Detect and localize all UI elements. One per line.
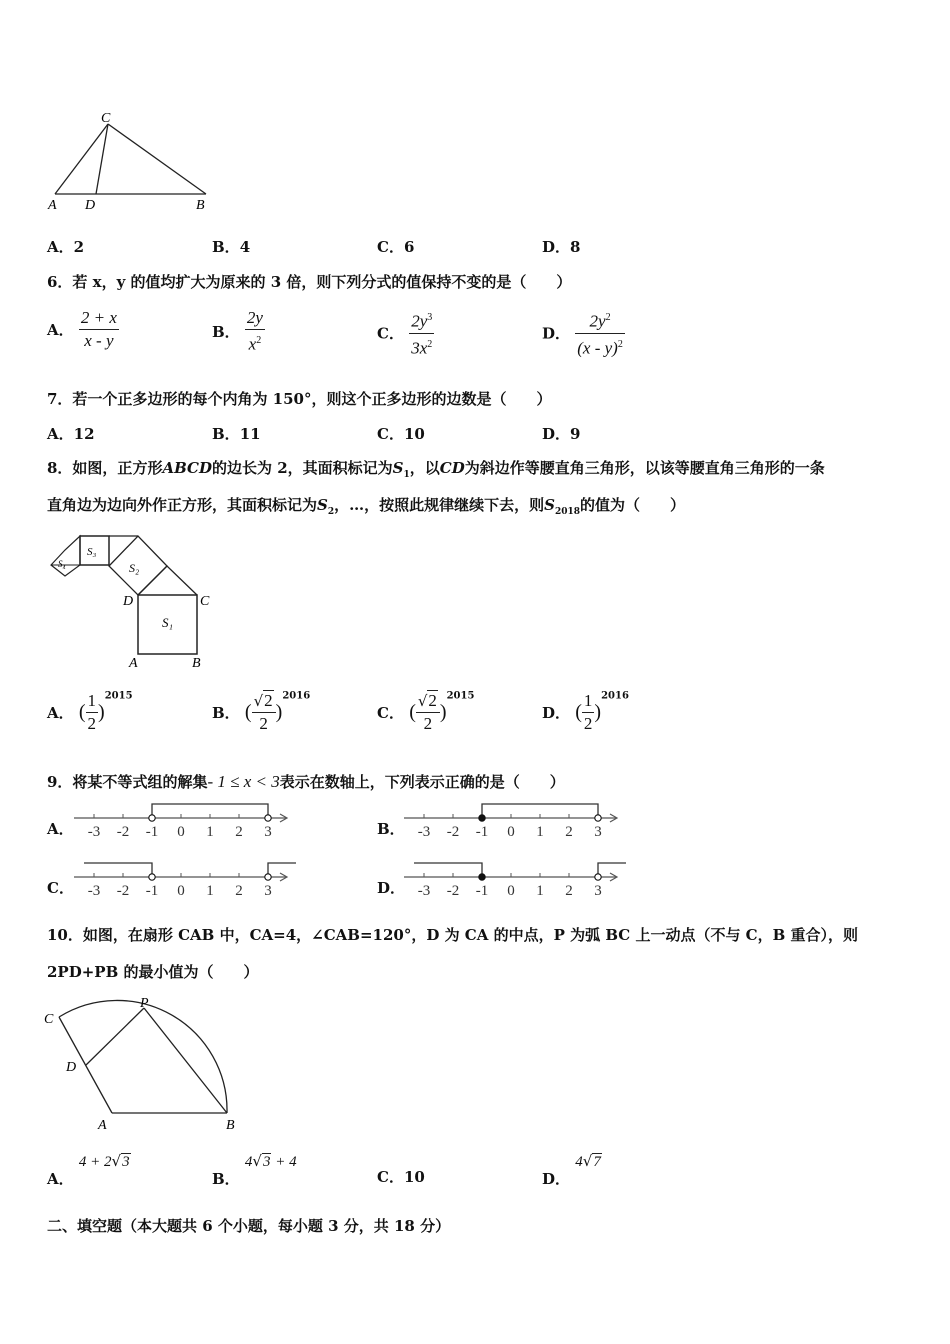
label-b: B — [196, 198, 205, 213]
q9-number-line-d[interactable] — [402, 857, 634, 903]
q8-option-c[interactable]: C． ( $\frac{√2}{2}$ )$^{2015}$ — [377, 690, 475, 733]
tick-label: -1 — [145, 824, 159, 840]
label-a: A — [98, 1118, 107, 1133]
q7-option-b[interactable]: B．11 — [212, 425, 261, 443]
q6-option-a[interactable]: A． $\frac{2 + x}{x - y}$ — [47, 308, 117, 350]
tick-label: -3 — [417, 824, 431, 840]
q7-option-d[interactable]: D．9 — [542, 425, 581, 443]
tick-label: -1 — [475, 824, 489, 840]
q9-number-line-b[interactable] — [402, 798, 622, 844]
tick-label: 1 — [206, 824, 214, 840]
tick-label: 3 — [594, 824, 602, 840]
tick-label: 0 — [177, 824, 185, 840]
label-d: D — [66, 1060, 77, 1075]
label-d: D — [85, 198, 96, 213]
q10-option-c[interactable]: C．10 — [377, 1168, 425, 1186]
fraction: $\frac{2y^2}{(x - y)^2}$ — [575, 307, 625, 359]
label-p: P — [140, 996, 149, 1011]
tick-label: -2 — [116, 824, 130, 840]
tick-label: 1 — [536, 883, 544, 899]
q5-option-b[interactable]: B．4 — [212, 238, 251, 256]
q6-option-b[interactable]: B． $\frac{2y}{x^2}$ — [212, 308, 263, 354]
q6-option-d[interactable]: D． $\frac{2y^2}{(x - y)^2}$ — [542, 307, 625, 359]
q9-option-b-letter[interactable]: B． — [377, 820, 405, 838]
q9-number-line-a[interactable] — [72, 798, 292, 844]
q8-stem-line2: 直角边为边向外作正方形，其面积标记为$S_2$，…，按照此规律继续下去，则$S_{2018}$的值为（ ） — [47, 496, 686, 517]
q6-stem: 6．若 x，y 的值均扩大为原来的 3 倍，则下列分式的值保持不变的是（ ） — [47, 273, 572, 291]
tick-label: 1 — [536, 824, 544, 840]
label-a: A — [48, 198, 57, 213]
q8-option-a[interactable]: A． ( $\frac{1}{2}$ )$^{2015}$ — [47, 690, 133, 733]
label-s3: S₃ — [87, 546, 97, 558]
tick-label: -1 — [475, 883, 489, 899]
q10-stem-line2: 2PD+PB 的最小值为（ ） — [47, 963, 259, 981]
q7-option-c[interactable]: C．10 — [377, 425, 425, 443]
q5-option-d[interactable]: D．8 — [542, 238, 581, 256]
q9-number-line-c[interactable] — [72, 857, 297, 903]
q5-option-a[interactable]: A．2 — [47, 238, 85, 256]
tick-label: 0 — [177, 883, 185, 899]
label-s4: S₄ — [58, 559, 66, 569]
tick-label: -2 — [446, 824, 460, 840]
q10-option-d[interactable]: D． 4√7 — [542, 1152, 601, 1188]
q10-stem-line1: 10．如图，在扇形 CAB 中，CA=4，∠CAB=120°，D 为 CA 的中点，P 为弧 BC 上一动点（不与 C，B 重合），则 — [47, 926, 859, 944]
fraction: $\frac{2y^3}{3x^2}$ — [409, 307, 434, 359]
q6-option-c[interactable]: C． $\frac{2y^3}{3x^2}$ — [377, 307, 434, 359]
tick-label: 3 — [264, 883, 272, 899]
tick-label: 2 — [235, 883, 243, 899]
tick-label: -3 — [87, 883, 101, 899]
tick-label: 0 — [507, 824, 515, 840]
label-a: A — [129, 656, 138, 671]
label-b: B — [192, 656, 201, 671]
tick-label: -3 — [87, 824, 101, 840]
tick-label: 2 — [565, 824, 573, 840]
q9-option-a-letter[interactable]: A． — [47, 820, 74, 838]
q8-stem-line1: 8．如图，正方形ABCD的边长为 2，其面积标记为$S_1$，以CD为斜边作等腰直角三角形，以该等腰直角三角形的一条 — [47, 459, 825, 480]
tick-label: -2 — [446, 883, 460, 899]
q8-option-d[interactable]: D． ( $\frac{1}{2}$ )$^{2016}$ — [542, 690, 629, 733]
q7-option-a[interactable]: A．12 — [47, 425, 95, 443]
tick-label: 2 — [565, 883, 573, 899]
tick-label: -1 — [145, 883, 159, 899]
label-d: D — [123, 594, 134, 609]
q10-option-a[interactable]: A． 4 + 2√3 — [47, 1152, 130, 1188]
sector-figure-q10 — [40, 995, 245, 1135]
q10-option-b[interactable]: B． 4√3 + 4 — [212, 1152, 297, 1188]
tick-label: 3 — [594, 883, 602, 899]
tick-label: 3 — [264, 824, 272, 840]
label-c: C — [44, 1012, 54, 1027]
fraction: $\frac{2y}{x^2}$ — [246, 308, 263, 354]
label-c: C — [101, 111, 111, 126]
tick-label: 0 — [507, 883, 515, 899]
tick-label: 1 — [206, 883, 214, 899]
triangle-figure-q5 — [45, 108, 220, 216]
squares-figure-q8 — [45, 530, 217, 672]
q5-option-c[interactable]: C．6 — [377, 238, 415, 256]
fraction: $\frac{2 + x}{x - y}$ — [80, 308, 117, 350]
tick-label: -3 — [417, 883, 431, 899]
tick-label: -2 — [116, 883, 130, 899]
tick-label: 2 — [235, 824, 243, 840]
section2-title: 二、填空题（本大题共 6 个小题，每小题 3 分，共 18 分） — [47, 1217, 451, 1235]
label-b: B — [226, 1118, 235, 1133]
label-s1: S₁ — [162, 615, 174, 630]
label-c: C — [200, 594, 210, 609]
label-s2: S₂ — [129, 561, 140, 575]
q9-option-d-letter[interactable]: D． — [377, 879, 406, 897]
q9-option-c-letter[interactable]: C． — [47, 879, 74, 897]
q9-stem: 9．将某不等式组的解集- 1 ≤ x < 3表示在数轴上，下列表示正确的是（ ） — [47, 772, 565, 791]
q8-option-b[interactable]: B． ( $\frac{√2}{2}$ )$^{2016}$ — [212, 690, 311, 733]
q7-stem: 7．若一个正多边形的每个内角为 150°，则这个正多边形的边数是（ ） — [47, 390, 552, 408]
